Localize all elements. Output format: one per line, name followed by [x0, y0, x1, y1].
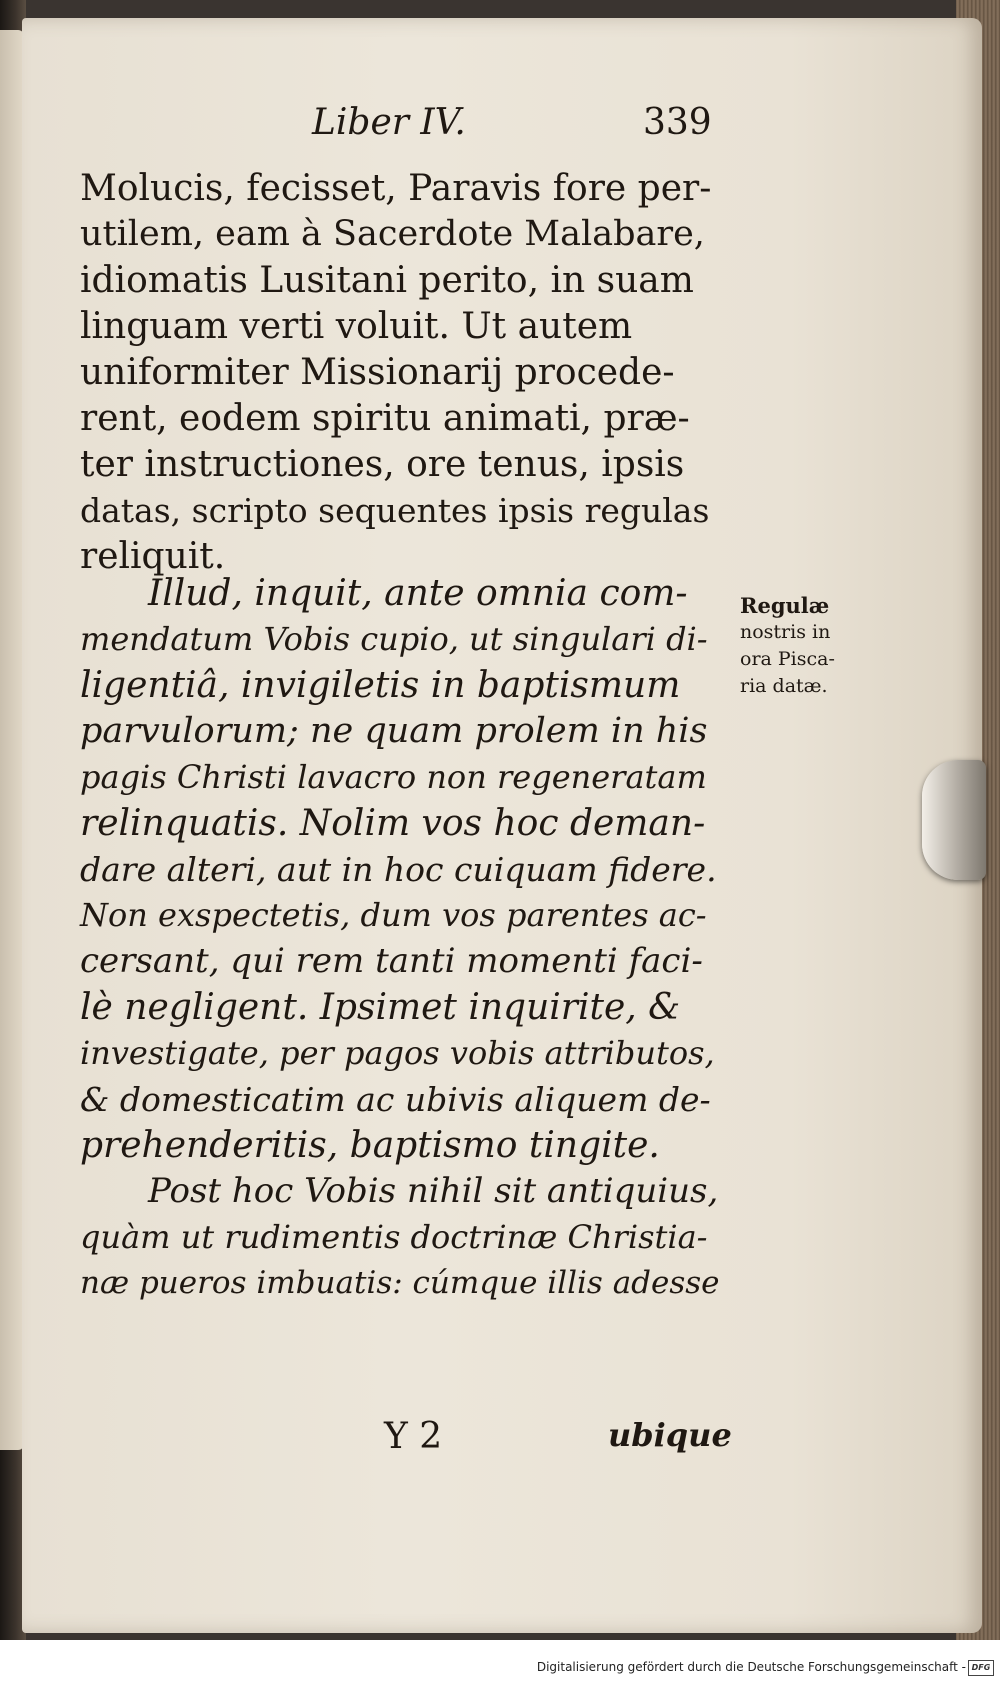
scan-credit-bar [0, 1640, 1000, 1688]
margin-note-line: Regulæ [740, 593, 830, 618]
page-footer [0, 1416, 1000, 1466]
margin-note-line: nostris in [740, 621, 831, 643]
text-line: pagis Christi lavacro non regeneratam [80, 758, 707, 796]
text-line: linguam verti voluit. Ut autem [80, 306, 633, 347]
text-line: Post hoc Vobis nihil sit antiquius, [148, 1171, 719, 1211]
text-line: Illud, inquit, ante omnia com- [148, 573, 688, 614]
text-line: Non exspectetis, dum vos parentes ac- [80, 896, 707, 934]
text-line: reliquit. [80, 536, 226, 577]
text-line: idiomatis Lusitani perito, in suam [80, 260, 694, 301]
text-line: & domesticatim ac ubivis aliquem de- [80, 1080, 711, 1119]
text-line: næ pueros imbuatis: cúmque illis adesse [80, 1265, 720, 1301]
margin-note-line: ria datæ. [740, 675, 828, 697]
text-line: parvulorum; ne quam prolem in his [80, 711, 708, 751]
text-line: ter instructiones, ore tenus, ipsis [80, 444, 685, 485]
facing-page-edge [0, 30, 24, 1450]
page-clip [922, 760, 986, 880]
dfg-logo: DFG [968, 1660, 994, 1676]
text-line: dare alteri, aut in hoc cuiquam fidere. [80, 850, 717, 889]
text-line: ligentiâ, invigiletis in baptismum [80, 665, 681, 706]
text-line: mendatum Vobis cupio, ut singulari di- [80, 620, 708, 658]
margin-note [740, 592, 880, 700]
catchword: ubique [608, 1416, 732, 1454]
running-title: Liber IV. [312, 102, 466, 143]
text-line: datas, scripto sequentes ipsis regulas [80, 491, 710, 530]
text-line: prehenderitis, baptismo tingite. [80, 1125, 660, 1166]
text-line: investigate, per pagos vobis attributos, [80, 1034, 715, 1072]
signature-mark: Y 2 [384, 1416, 443, 1457]
margin-note-line: ora Pisca- [740, 648, 835, 670]
text-line: lè negligent. Ipsimet inquirite, & [80, 987, 681, 1028]
text-line: relinquatis. Nolim vos hoc deman- [80, 803, 706, 844]
text-line: utilem, eam à Sacerdote Malabare, [80, 214, 705, 254]
text-line: Molucis, fecisset, Paravis fore per- [80, 168, 712, 209]
page-number: 339 [643, 102, 712, 143]
scan-credit-text: Digitalisierung gefördert durch die Deutsche Forschungsgemeinschaft - [536, 1660, 966, 1674]
page-header [0, 102, 1000, 152]
text-line: rent, eodem spiritu animati, præ- [80, 398, 690, 439]
text-line: uniformiter Missionarij procede- [80, 352, 675, 393]
text-line: quàm ut rudimentis doctrinæ Christia- [80, 1218, 708, 1256]
text-line: cersant, qui rem tanti momenti faci- [80, 941, 703, 981]
